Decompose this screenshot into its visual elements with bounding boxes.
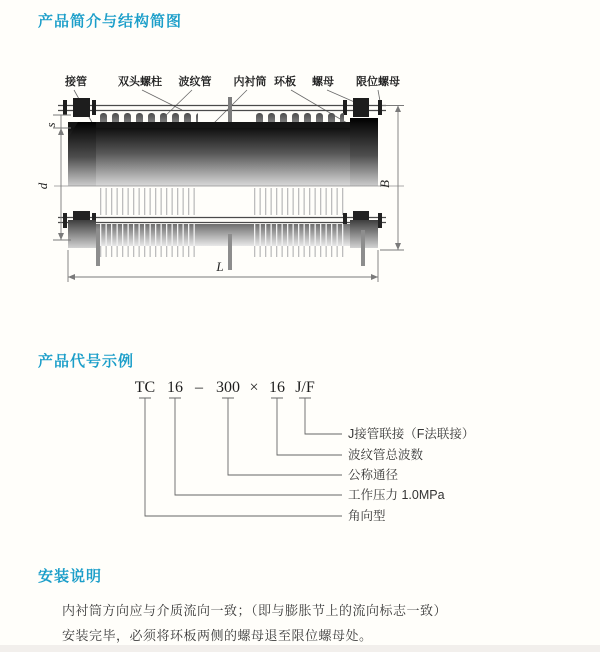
label-liner: 内衬筒 xyxy=(233,76,267,88)
section-title-code: 产品代号示例 xyxy=(38,353,135,370)
stud-end-center xyxy=(228,234,232,270)
upper-body xyxy=(68,112,378,186)
lower-left-collar xyxy=(68,220,96,248)
svg-text:s: s xyxy=(43,122,58,128)
bellows-lines-right xyxy=(252,188,344,215)
body-section xyxy=(68,128,378,186)
callout-pressure: 工作压力 1.0MPa xyxy=(348,488,445,502)
callout-lines xyxy=(139,398,342,516)
dimension-s xyxy=(43,115,71,128)
label-limit-nut: 限位螺母 xyxy=(356,76,400,88)
lower-bellows-edge-left xyxy=(98,246,198,257)
lower-nut-left-outer xyxy=(63,213,67,228)
code-connection: J/F xyxy=(295,379,315,396)
install-line-2: 安装完毕，必须将环板两侧的螺母退至限位螺母处。 xyxy=(62,628,373,643)
lower-bellows-edge-right xyxy=(252,246,344,257)
lower-body xyxy=(58,188,386,270)
code-pressure: 16 xyxy=(167,379,183,396)
nut-left-inner xyxy=(92,100,96,115)
code-diameter: 300 xyxy=(216,379,240,396)
left-collar xyxy=(68,122,96,186)
code-times: × xyxy=(249,379,259,396)
stud-end-right xyxy=(361,230,365,266)
right-collar xyxy=(350,118,378,186)
callout-waves: 波纹管总波数 xyxy=(348,448,424,462)
dimension-B xyxy=(377,106,404,251)
callout-labels xyxy=(348,426,474,523)
callout-type: 角向型 xyxy=(348,509,386,523)
label-ring-plate: 环板 xyxy=(274,76,296,88)
lower-limit-nut-right xyxy=(378,213,382,228)
code-waves: 16 xyxy=(269,379,285,396)
bellows-lines-left xyxy=(98,188,198,215)
code-type: TC xyxy=(134,379,156,396)
svg-text:B: B xyxy=(377,180,392,188)
callout-diameter: 公称通径 xyxy=(348,468,399,482)
install-instructions xyxy=(62,598,447,648)
svg-text:d: d xyxy=(35,182,50,190)
liner-bar xyxy=(68,122,378,128)
page-bottom-edge xyxy=(0,645,600,652)
limit-nut-right xyxy=(378,100,382,115)
label-bellows: 波纹管 xyxy=(178,76,212,88)
callout-connection: J接管联接（F法联接） xyxy=(348,427,475,441)
nut-left-block xyxy=(73,98,90,117)
nut-right-block xyxy=(353,98,369,117)
lower-bellows-left xyxy=(98,224,198,246)
label-pipe-end: 接管 xyxy=(65,76,87,88)
stud-end-left xyxy=(96,230,100,266)
code-segments xyxy=(135,379,315,396)
structure-diagram xyxy=(30,68,450,316)
nut-left-outer xyxy=(63,100,67,115)
section-title-install: 安装说明 xyxy=(38,568,103,585)
label-stud: 双头螺柱 xyxy=(118,76,162,88)
install-line-1: 内衬筒方向应与介质流向一致；（即与膨胀节上的流向标志一致） xyxy=(62,603,448,618)
section-title-intro: 产品简介与结构简图 xyxy=(38,13,183,30)
code-dash: – xyxy=(195,379,203,396)
svg-text:L: L xyxy=(216,259,224,274)
label-nut: 螺母 xyxy=(312,76,334,88)
code-example-diagram xyxy=(0,374,600,539)
lower-bellows-right xyxy=(252,224,344,246)
